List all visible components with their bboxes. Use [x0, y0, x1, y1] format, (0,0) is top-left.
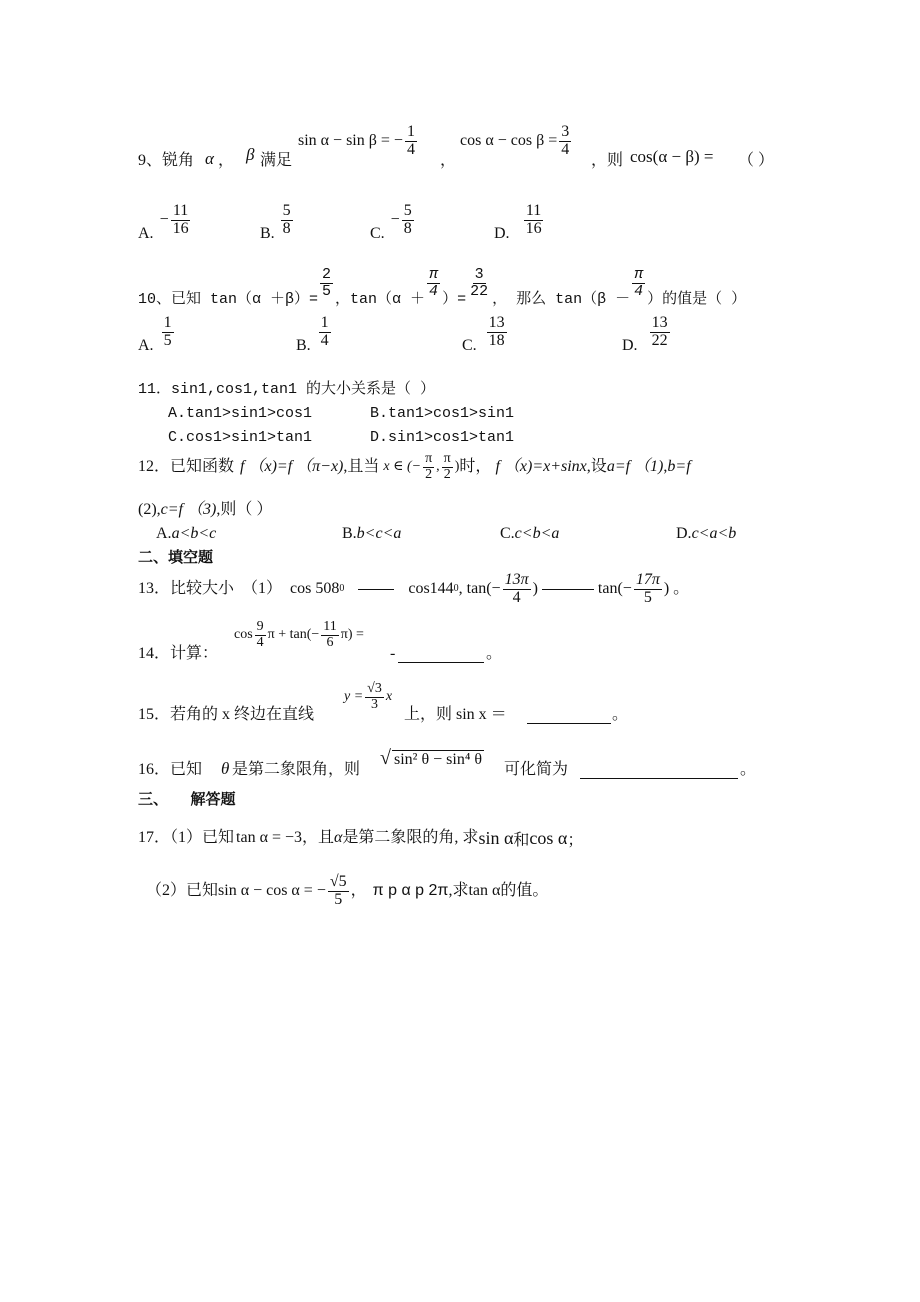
q9-option-b-den: 8 — [282, 219, 291, 237]
q14-frac2-num: 11 — [323, 619, 337, 634]
q17-e4: sin α − cos α = − — [218, 882, 326, 900]
q13-blank-2[interactable] — [542, 589, 594, 590]
q10-mid1: ，tan（α ＋ — [335, 291, 426, 308]
q12-option-d-value: c<a<b — [691, 525, 737, 542]
q15-p1: 15．若角的 x 终边在直线 — [138, 706, 315, 723]
q12-p13: , — [663, 458, 668, 476]
q10-option-b-fraction — [319, 315, 331, 350]
q10-suffix: ）的值是（ ） — [647, 291, 747, 308]
q17-alpha: α — [334, 829, 343, 846]
q13-p5: ) — [532, 580, 538, 598]
q12-p8: ) — [454, 459, 460, 475]
q12-p14: b=f — [667, 458, 691, 476]
q10-option-a-den: 5 — [163, 331, 172, 349]
q16-p3: 可化简为 — [504, 761, 569, 778]
q14-tail: π) = — [340, 627, 364, 643]
q17-p5: ； — [567, 832, 584, 849]
q10-option-d[interactable] — [622, 310, 672, 354]
q10-option-c[interactable] — [462, 310, 509, 354]
q15-answer-blank[interactable] — [527, 707, 611, 724]
q17-frac-den: 5 — [334, 890, 343, 908]
q9-option-c-num: 5 — [403, 201, 412, 219]
q12-option-a-label: A. — [156, 525, 172, 542]
q13-p2-sup: 0 — [339, 583, 345, 595]
q15-end: 。 — [612, 706, 629, 723]
q9-option-d-fraction — [524, 203, 544, 238]
q10-frac2-den: 4 — [429, 283, 439, 300]
q12-option-b-value: b<c<a — [356, 525, 402, 542]
q11-option-a[interactable]: A.tan1>sin1>cos1 — [168, 405, 313, 422]
q16-radicand: sin² θ − sin⁴ θ — [394, 751, 483, 768]
q11-stem: 11．sin1,cos1,tan1 的大小关系是（ ） — [138, 381, 436, 398]
q17-p9: 的值。 — [500, 882, 549, 900]
q9-eq1-den: 4 — [406, 140, 415, 158]
q9-eq2-lhs: cos α − cos β = — [460, 132, 558, 150]
q17-e1: tan α = −3 — [236, 829, 302, 846]
q10-frac4 — [632, 267, 645, 300]
q13-frac2-num: 17π — [635, 571, 660, 588]
q12-p11: ,设 — [586, 458, 607, 476]
q15-frac-den: 3 — [371, 696, 379, 712]
q16-p1: 16．已知 — [138, 761, 203, 778]
q9-satisfies: 满足 — [260, 152, 293, 169]
q9-comma: ， — [218, 152, 235, 169]
q16-theta: θ — [221, 759, 230, 778]
q10-mid3: ， 那么 tan（β － — [492, 291, 631, 308]
q15-p2: 上，则 sin x ＝ — [404, 706, 507, 723]
q12-line2c: ,则（ ） — [216, 501, 273, 518]
q13-p3-sup: 0 — [453, 583, 459, 595]
q15-line-equation — [344, 682, 392, 712]
q17-e6: tan α — [468, 882, 501, 900]
q9-alpha: α — [205, 149, 214, 168]
q17-part2 — [146, 874, 548, 909]
q10-option-d-den: 22 — [651, 331, 668, 349]
q10-option-a[interactable] — [138, 310, 176, 354]
q10-option-d-label: D. — [622, 337, 638, 354]
q10-option-d-num: 13 — [651, 313, 668, 331]
q17-p6: （2）已知 — [146, 882, 219, 900]
q10-option-a-num: 1 — [163, 313, 172, 331]
q15-frac — [365, 682, 384, 712]
q10-option-c-label: C. — [462, 337, 477, 354]
q14-frac2 — [321, 620, 338, 650]
q12-p10: f （x)=x+sinx — [495, 458, 587, 476]
q12-stem-line2 — [138, 502, 272, 518]
q10-frac3-den: 22 — [470, 283, 489, 300]
q9-option-a-num: 11 — [172, 201, 189, 219]
q17-e5: π p α p 2π — [372, 882, 449, 900]
q13-p1: 13．比较大小 （1） — [138, 580, 283, 598]
q9-sep: ， — [440, 152, 457, 169]
q13-p8: 。 — [673, 580, 690, 598]
q10-option-b-num: 1 — [320, 313, 329, 331]
q14-frac2-den: 6 — [326, 634, 334, 650]
q9-option-c-fraction — [402, 203, 414, 238]
q9-option-a-label: A. — [138, 225, 154, 242]
q10-option-b-label: B. — [296, 337, 311, 354]
q12-p2: f （x)=f （π−x) — [240, 458, 344, 476]
q9-eq2 — [460, 124, 573, 159]
q14-frac1-den: 4 — [256, 634, 264, 650]
q9-option-a-fraction — [171, 203, 191, 238]
q17-frac-num: √5 — [329, 873, 347, 890]
q10-option-d-fraction — [650, 315, 670, 350]
section-solve-heading: 三、 解答题 — [138, 790, 236, 808]
q15-y: y = — [344, 689, 364, 705]
q12-option-b[interactable] — [342, 526, 401, 542]
q10-frac3-num: 3 — [474, 266, 484, 284]
q13-frac2-den: 5 — [643, 588, 652, 606]
q9-option-a-sign: − — [159, 211, 169, 228]
q10-option-b[interactable] — [296, 310, 333, 354]
q9-option-d-num: 11 — [525, 201, 542, 219]
q13-frac1-den: 4 — [512, 588, 521, 606]
q9-option-c-sign: − — [390, 211, 400, 228]
q10-stem — [138, 262, 746, 307]
q10-option-a-fraction — [162, 315, 174, 350]
q10-option-b-den: 4 — [320, 331, 329, 349]
q11-option-c[interactable]: C.cos1>sin1>tan1 — [168, 429, 313, 446]
q11-option-b[interactable]: B.tan1>cos1>sin1 — [370, 405, 515, 422]
q12-p12: a=f （1) — [606, 458, 664, 476]
q17-p7: ， — [350, 882, 367, 900]
q10-prefix: 10、已知 tan（α ＋β）= — [138, 291, 319, 308]
q9-option-a[interactable] — [138, 198, 193, 242]
q9-option-b-fraction — [281, 203, 293, 238]
q10-frac1-den: 5 — [322, 283, 332, 300]
q17-e2: sin α — [478, 828, 514, 848]
q17-p4: 和 — [513, 832, 530, 849]
q12-frac2-num: π — [443, 451, 451, 466]
q9-eq1-fraction — [405, 124, 417, 159]
q10-frac2 — [427, 267, 440, 300]
q12-frac2-den: 2 — [443, 466, 451, 482]
section-fill-in-heading: 二、填空题 — [138, 548, 214, 566]
q17-p1: 17．（1）已知 — [138, 829, 235, 846]
q13-frac2 — [634, 572, 662, 607]
q13-p2: cos 508 — [290, 580, 340, 598]
q10-frac4-den: 4 — [634, 283, 644, 300]
q12-p9: 时， — [459, 458, 492, 476]
q9-eq2-fraction — [559, 124, 571, 159]
q9-eq1 — [298, 124, 419, 159]
q10-frac2-num: π — [429, 266, 439, 284]
q10-option-a-label: A. — [138, 337, 154, 354]
q17-frac — [328, 874, 349, 909]
q9-option-b-num: 5 — [282, 201, 291, 219]
q9-option-d-den: 16 — [525, 219, 542, 237]
q9-option-c-den: 8 — [403, 219, 412, 237]
q10-frac1 — [320, 267, 333, 300]
q15-x: x — [385, 689, 393, 705]
q12-frac1 — [423, 452, 434, 482]
q13-frac1-num: 13π — [504, 571, 529, 588]
q14-frac1-num: 9 — [256, 619, 264, 634]
q9-prefix: 9、锐角 — [138, 152, 195, 169]
q9-beta: β — [246, 145, 255, 164]
q9-eq1-num: 1 — [406, 123, 415, 140]
q10-frac4-num: π — [634, 266, 644, 284]
q12-option-c-label: C. — [500, 525, 515, 542]
q12-option-c[interactable] — [500, 526, 559, 542]
q9-then: ，则 — [591, 152, 624, 169]
q12-option-b-label: B. — [342, 525, 357, 542]
q10-frac3 — [468, 267, 490, 300]
q16-end: 。 — [740, 761, 757, 778]
q13-p6: tan(− — [597, 580, 632, 598]
q10-frac1-num: 2 — [322, 266, 332, 284]
q12-p6: , — [436, 459, 440, 475]
q14-mid: π + tan(− — [267, 627, 320, 643]
q14-answer-blank[interactable] — [398, 646, 484, 663]
q12-option-d-label: D. — [676, 525, 692, 542]
q12-option-c-value: c<b<a — [514, 525, 560, 542]
q17-p2: ，且 — [302, 829, 335, 846]
q9-option-d-label: D. — [494, 225, 510, 242]
q12-frac1-num: π — [425, 451, 433, 466]
q12-p4: x ∈ (− — [383, 459, 422, 475]
q12-option-a-value: a<b<c — [171, 525, 217, 542]
q12-option-a[interactable] — [156, 526, 216, 542]
q13-blank-1[interactable] — [358, 589, 394, 590]
q17-p8: ,求 — [448, 882, 469, 900]
q16-p2: 是第二象限角，则 — [232, 761, 361, 778]
q16-radical — [380, 747, 484, 769]
q9-option-c[interactable] — [370, 198, 416, 242]
q12-p1: 12．已知函数 — [138, 458, 235, 476]
q13-p7: ) — [663, 580, 670, 598]
q12-stem-line1 — [138, 452, 691, 482]
q9-eq2-den: 4 — [561, 140, 570, 158]
q12-line2b: c=f （3) — [160, 501, 217, 518]
q10-mid2: ）= — [442, 291, 467, 308]
q9-eq1-lhs: sin α − sin β = − — [298, 132, 403, 150]
q14-p1: 14．计算： — [138, 645, 219, 662]
q17-e3: cos α — [529, 828, 568, 848]
q14-frac1 — [255, 620, 266, 650]
q12-line2: (2), — [138, 501, 161, 518]
q9-option-b[interactable] — [260, 198, 295, 242]
q9-paren: （ ） — [738, 152, 775, 169]
q10-option-c-den: 18 — [488, 331, 505, 349]
q9-eq2-num: 3 — [561, 123, 570, 140]
q14-end: 。 — [486, 645, 503, 662]
q16-sqrt-icon: √ — [380, 747, 391, 769]
q14-expression — [234, 620, 364, 650]
q12-frac2 — [442, 452, 453, 482]
q10-option-c-fraction — [487, 315, 507, 350]
q13-p3: cos144 — [408, 580, 454, 598]
q15-frac-num: √3 — [367, 681, 382, 696]
q9-target: cos(α − β) = — [630, 147, 714, 166]
q14-cos: cos — [234, 627, 253, 643]
q16-answer-blank[interactable] — [580, 762, 738, 779]
q17-part1 — [138, 827, 583, 849]
q12-frac1-den: 2 — [425, 466, 433, 482]
question-13 — [138, 572, 689, 607]
q17-p3: 是第二象限的角, 求 — [342, 829, 479, 846]
q11-option-d[interactable]: D.sin1>cos1>tan1 — [370, 429, 515, 446]
q9-option-b-label: B. — [260, 225, 275, 242]
q14-dash: - — [390, 645, 396, 662]
q10-option-c-num: 13 — [488, 313, 505, 331]
q9-option-a-den: 16 — [172, 219, 189, 237]
q9-option-d[interactable] — [494, 198, 546, 242]
q13-frac1 — [503, 572, 531, 607]
q12-option-d[interactable] — [676, 526, 736, 542]
q9-option-c-label: C. — [370, 225, 385, 242]
q12-p3: ,且当 — [343, 458, 380, 476]
q13-p4: , tan(− — [458, 580, 501, 598]
